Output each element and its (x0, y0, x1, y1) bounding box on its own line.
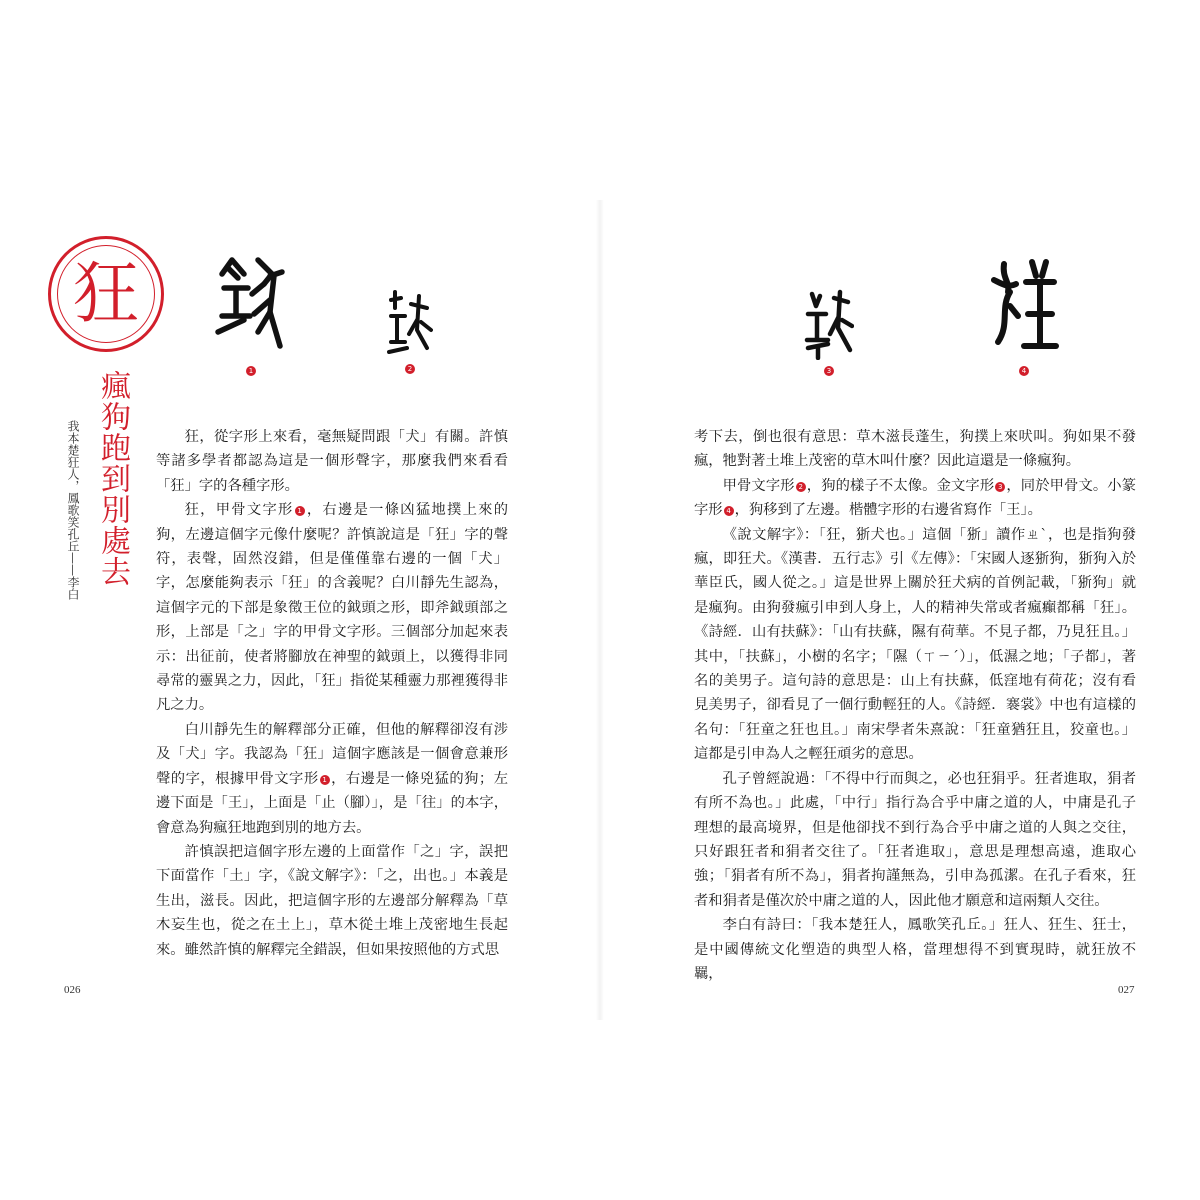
glyph-number-badge: 4 (1019, 366, 1029, 376)
paragraph (694, 767, 1136, 913)
right-page (600, 0, 1200, 1200)
paragraph (156, 498, 508, 718)
small-seal-glyph-icon (988, 258, 1060, 360)
glyph-reference-badge: 4 (724, 506, 734, 516)
bronze-glyph-icon (804, 288, 854, 360)
glyph-oracle-bone-1 (214, 254, 288, 376)
paragraph (694, 425, 1136, 474)
text-run: ，狗移到了左邊。楷體字形的右邊省寫作「王」。 (734, 502, 1042, 519)
text-run: 孔子曾經說過：「不得中行而與之，必也狂狷乎。狂者進取，狷者有所不為也。」此處，「中行」指行為合乎中庸之道的人，中庸是孔子理想的最高境界，但是他卻找不到行為合乎中庸之道的人與之交往，只好跟狂者和狷者交往了。「狂者進取」，意思是理想高遠，進取心強；「狷者有所不為」，狷者拘謹無為，引申為孤潔。在孔子看來，狂者和狷者是僅次於中庸之道的人，因此他才願意和這兩類人交往。 (694, 770, 1136, 909)
paragraph (694, 523, 1136, 767)
paragraph (156, 718, 508, 840)
text-run: 《說文解字》：「狂，狾犬也。」這個「狾」讀作ㄓˋ，也是指狗發瘋，即狂犬。《漢書．五行志》引《左傳》：「宋國人逐狾狗，狾狗入於華臣氏，國人從之。」這是世界上關於狂犬病的首例記載，「狾狗」就是瘋狗。由狗發瘋引申到人身上，人的精神失常或者瘋癲都稱「狂」。《詩經．山有扶蘇》：「山有扶蘇，隰有荷華。不見子都，乃見狂且。」其中，「扶蘇」，小樹的名字；「隰（ㄒㄧˊ）」，低濕之地；「子都」，著名的美男子。這句詩的意思是：山上有扶蘇，低窪地有荷花；沒有看見美男子，卻看見了一個行動輕狂的人。《詩經．褰裳》中也有這樣的名句：「狂童之狂也且。」南宋學者朱熹說：「狂童猶狂且，狡童也。」這都是引申為人之輕狂頑劣的意思。 (694, 526, 1136, 763)
glyph-small-seal (988, 258, 1060, 376)
glyph-reference-badge: 2 (796, 482, 806, 492)
paragraph (156, 840, 508, 962)
paragraph (694, 913, 1136, 986)
text-run: 狂，甲骨文字形 (184, 502, 294, 519)
text-run: 李白有詩曰：「我本楚狂人，鳳歌笑孔丘。」狂人、狂生、狂士，是中國傳統文化塑造的典型人格，當理想得不到實現時，就狂放不羈， (694, 917, 1136, 982)
oracle-bone-glyph-icon (214, 254, 288, 360)
glyph-reference-badge: 3 (995, 482, 1005, 492)
glyph-number-badge: 3 (824, 366, 834, 376)
text-run: 白川靜先生的解釋部分正確，但他的解釋卻沒有涉及「犬」字。我認為「狂」這個字應該是一個會意兼形聲的字，根據甲骨文字形 (156, 721, 508, 787)
text-run: ，右邊是一條凶猛地撲上來的狗，左邊這個字元像什麼呢？許慎說這是「狂」字的聲符，表聲，固然沒錯，但是僅僅靠右邊的一個「犬」字，怎麼能夠表示「狂」的含義呢？白川靜先生認為，這個字元的下部是象徵王位的鉞頭之形，即斧鉞頭部之形，上部是「之」字的甲骨文字形。三個部分加起來表示：出征前，使者將腳放在神聖的鉞頭上，以獲得非同尋常的靈異之力，因此，「狂」指從某種靈力那裡獲得非凡之力。 (156, 502, 509, 714)
glyph-oracle-bone-2 (387, 286, 433, 374)
text-run: 甲骨文字形 (722, 477, 795, 494)
glyph-number-badge: 1 (246, 366, 256, 376)
text-run: 考下去，倒也很有意思：草木滋長蓬生，狗撲上來吠叫。狗如果不發瘋，牠對著土堆上茂密的草木叫什麼？因此這還是一條瘋狗。 (694, 429, 1136, 470)
glyph-reference-badge: 1 (320, 775, 330, 785)
oracle-bone-small-glyph-icon (387, 286, 433, 358)
text-run: 許慎誤把這個字形左邊的上面當作「之」字，誤把下面當作「土」字，《說文解字》：「之，出也。」本義是生出，滋長。因此，把這個字形的左邊部分解釋為「草木妄生也，從之在土上」，草木從土堆上茂密地生長起來。雖然許慎的解釋完全錯誤，但如果按照他的方式思 (156, 843, 508, 958)
text-run: ，同於甲骨文。小篆字形 (694, 477, 1137, 519)
paragraph (694, 474, 1136, 523)
right-body-text (694, 425, 1136, 986)
stamp-inner-ring (57, 245, 155, 343)
glyph-number-badge: 2 (405, 364, 415, 374)
chapter-title: 瘋狗跑到別處去 (95, 370, 130, 587)
paragraph (156, 425, 508, 498)
glyph-bronze (804, 288, 854, 376)
left-body-text (156, 425, 508, 962)
text-run: 狂，從字形上來看，毫無疑問跟「犬」有關。許慎等諸多學者都認為這是一個形聲字，那麼我們來看看「狂」字的各種字形。 (156, 429, 508, 494)
glyph-reference-badge: 1 (295, 506, 305, 516)
text-run: ，右邊是一條兇猛的狗；左邊下面是「王」，上面是「止（腳）」，是「往」的本字，會意為狗瘋狂地跑到別的地方去。 (156, 770, 508, 836)
page-number: 026 (64, 984, 81, 996)
page-number: 027 (1118, 984, 1135, 996)
text-run: ，狗的樣子不太像。金文字形 (806, 477, 995, 494)
character-stamp (48, 236, 164, 352)
chapter-epigraph: 我本楚狂人，鳳歌笑孔丘——李白 (66, 420, 80, 600)
stamp-character: 狂 (73, 255, 139, 332)
